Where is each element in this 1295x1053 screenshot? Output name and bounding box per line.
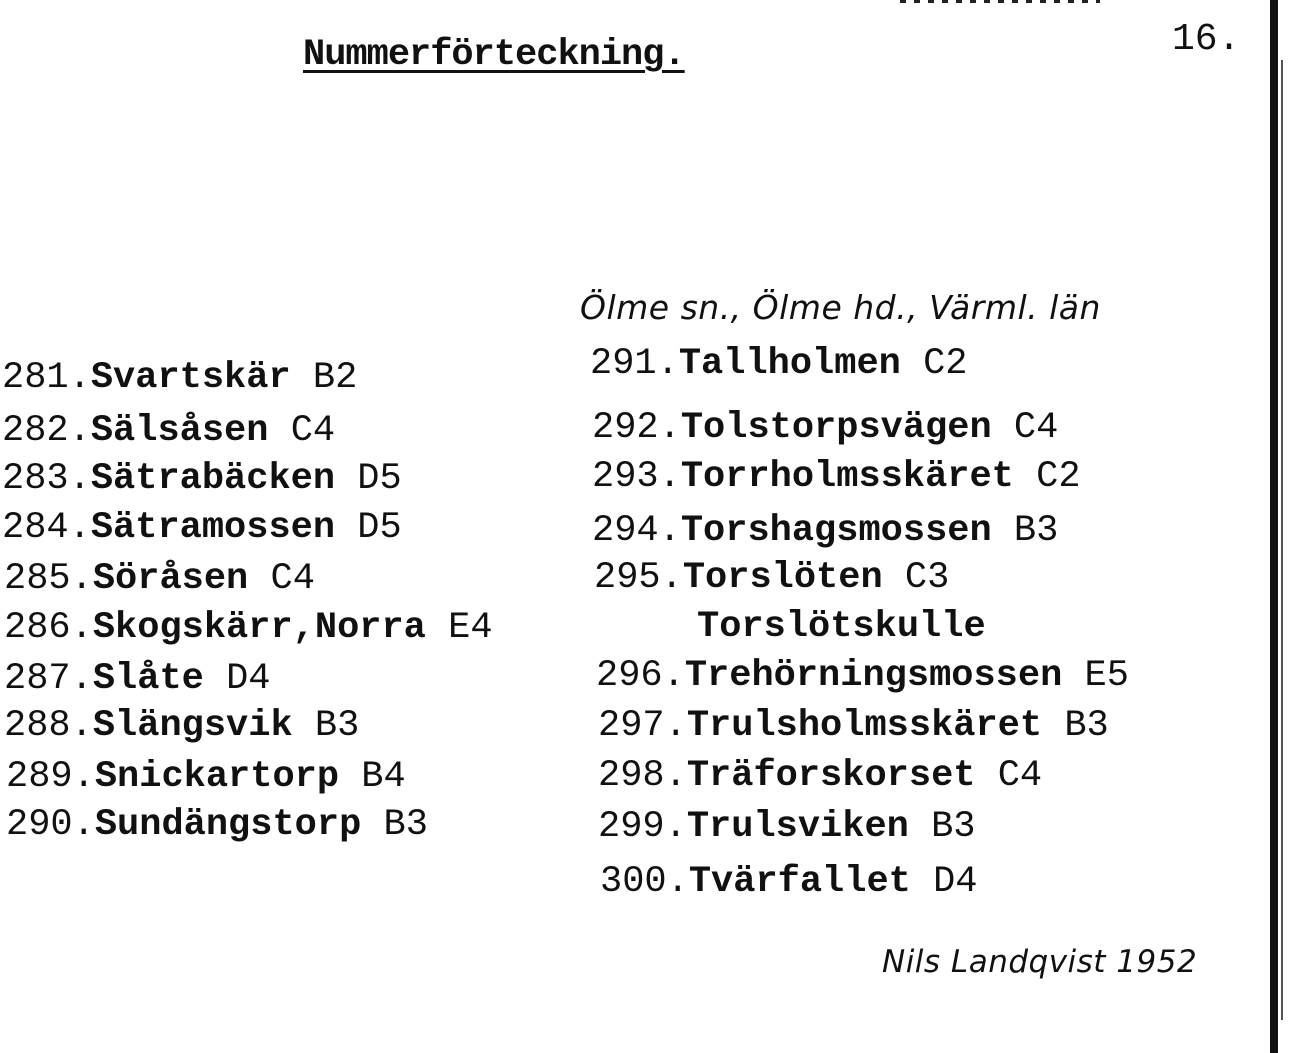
entry-grid: C4 xyxy=(270,558,315,600)
entry-number: 292. xyxy=(592,407,681,449)
list-item xyxy=(594,556,949,600)
entry-name: Skogskärr,Norra xyxy=(92,607,426,649)
list-item xyxy=(598,805,976,849)
entry-grid: E5 xyxy=(1084,655,1129,697)
parish-note: Ölme sn., Ölme hd., Värml. län xyxy=(580,288,1101,327)
page-title: Nummerförteckning. xyxy=(303,34,685,76)
list-item xyxy=(592,455,1081,499)
entry-grid: B3 xyxy=(383,804,428,846)
entry-grid: B2 xyxy=(312,357,358,399)
list-item xyxy=(6,755,406,799)
list-item xyxy=(2,356,357,400)
entry-number: 299. xyxy=(598,806,687,848)
list-item xyxy=(4,704,359,748)
scan-specks xyxy=(900,0,1100,3)
list-item xyxy=(592,509,1058,553)
entry-number: 285. xyxy=(4,558,93,600)
entry-name: Tvärfallet xyxy=(688,861,911,903)
entry-grid: D4 xyxy=(226,658,271,700)
entry-number: 298. xyxy=(598,755,687,797)
entry-number: 287. xyxy=(4,658,93,700)
entry-name: Torslöten xyxy=(682,557,883,599)
entry-name: Sundängstorp xyxy=(94,804,362,846)
entry-grid: B3 xyxy=(314,705,360,747)
page-edge-line xyxy=(1270,0,1278,1053)
list-item xyxy=(598,704,1109,748)
list-item xyxy=(4,657,271,701)
entry-name: Torrholmsskäret xyxy=(680,456,1014,498)
entry-grid: B4 xyxy=(361,756,406,798)
entry-grid: C3 xyxy=(904,557,950,599)
entry-number: 297. xyxy=(598,705,687,747)
entry-number: 293. xyxy=(592,456,681,498)
entry-number: 288. xyxy=(4,705,93,747)
entry-name: Slåte xyxy=(92,658,204,700)
list-item xyxy=(2,457,402,501)
entry-number: 294. xyxy=(592,510,681,552)
entry-name: Snickartorp xyxy=(94,756,340,798)
entry-number: 289. xyxy=(6,756,95,798)
entry-name: Trehörningsmossen xyxy=(684,655,1063,697)
entry-grid: C2 xyxy=(1036,456,1081,498)
entry-number: 283. xyxy=(2,458,91,500)
list-item xyxy=(592,406,1058,450)
entry-number: 286. xyxy=(4,607,93,649)
entry-name: Trulsviken xyxy=(686,806,909,848)
entry-grid: C2 xyxy=(923,343,968,385)
entry-grid: B3 xyxy=(1064,705,1109,747)
list-item xyxy=(2,409,335,453)
page-number: 16. xyxy=(1172,18,1241,61)
list-item xyxy=(4,557,315,601)
entry-number: 295. xyxy=(594,557,683,599)
entry-name: Sälsåsen xyxy=(90,410,269,452)
list-item xyxy=(596,654,1129,698)
entry-grid: C4 xyxy=(1013,407,1059,449)
entry-grid: D5 xyxy=(357,507,402,549)
entry-name: Slängsvik xyxy=(92,705,293,747)
signature: Nils Landqvist 1952 xyxy=(882,944,1198,980)
entry-number: 282. xyxy=(2,410,91,452)
list-item xyxy=(600,860,978,904)
entry-grid: D5 xyxy=(357,458,402,500)
entry-grid: C4 xyxy=(290,410,336,452)
list-item xyxy=(6,803,428,847)
entry-number: 300. xyxy=(600,861,689,903)
entry-name: Svartskär xyxy=(90,357,291,399)
entry-grid: D4 xyxy=(933,861,978,903)
entry-grid: C4 xyxy=(997,755,1043,797)
entry-number: 296. xyxy=(596,655,685,697)
page-edge-shadow xyxy=(1281,60,1283,1020)
entry-name: Tolstorpsvägen xyxy=(680,407,992,449)
entry-name: Sätramossen xyxy=(90,507,336,549)
entry-number: 281. xyxy=(2,357,91,399)
entry-number: 284. xyxy=(2,507,91,549)
entry-name: Tallholmen xyxy=(678,343,901,385)
list-item xyxy=(697,605,986,649)
list-item xyxy=(2,506,402,550)
entry-number: 290. xyxy=(6,804,95,846)
entry-name: Söråsen xyxy=(92,558,249,600)
entry-grid: E4 xyxy=(448,607,493,649)
list-item xyxy=(4,606,493,650)
entry-number: 291. xyxy=(590,343,679,385)
entry-name: Torshagsmossen xyxy=(680,510,992,552)
entry-name: Sätrabäcken xyxy=(90,458,336,500)
entry-name: Torslötskulle xyxy=(697,606,986,648)
entry-grid: B3 xyxy=(1013,510,1059,552)
entry-grid: B3 xyxy=(931,806,976,848)
list-item xyxy=(598,754,1042,798)
entry-name: Träforskorset xyxy=(686,755,976,797)
entry-name: Trulsholmsskäret xyxy=(686,705,1043,747)
list-item xyxy=(590,342,968,386)
